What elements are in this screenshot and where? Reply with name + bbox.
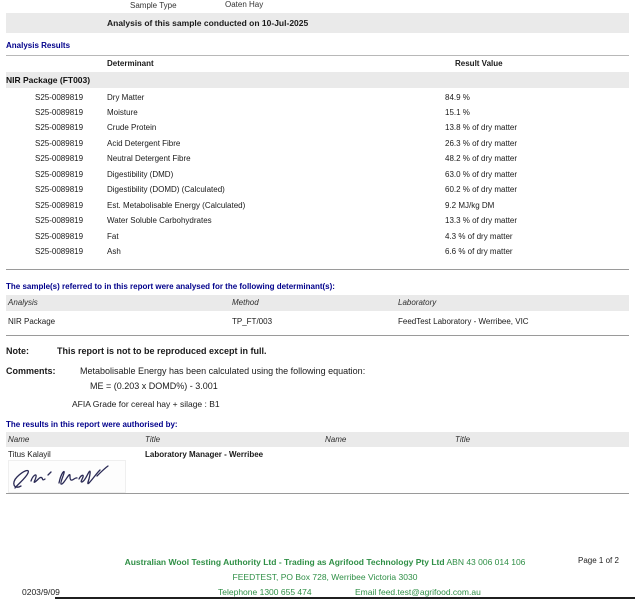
- column-header-title-1: Title: [145, 435, 161, 444]
- table-row: [0, 216, 635, 231]
- comments-line1: Metabolisable Energy has been calculated using the following equation:: [80, 366, 366, 376]
- determinant: Neutral Detergent Fibre: [107, 154, 191, 163]
- result-value: 48.2 % of dry matter: [445, 154, 518, 163]
- sample-id: S25-0089819: [35, 170, 84, 179]
- determinants-header-bar: [6, 295, 629, 311]
- footer-address: FEEDTEST, PO Box 728, Werribee Victoria 3030: [232, 572, 418, 582]
- result-value: 4.3 % of dry matter: [445, 232, 513, 241]
- sample-id: S25-0089819: [35, 93, 84, 102]
- determinant: Water Soluble Carbohydrates: [107, 216, 212, 225]
- doc-code: 0203/9/09: [22, 587, 60, 597]
- comments-label: Comments:: [6, 366, 56, 376]
- analysis-results-heading: Analysis Results: [6, 41, 71, 50]
- analysis-date-text: Analysis of this sample conducted on 10-Jul-2025: [107, 18, 309, 28]
- sample-id: S25-0089819: [35, 232, 84, 241]
- sample-id: S25-0089819: [35, 201, 84, 210]
- result-value: 13.3 % of dry matter: [445, 216, 518, 225]
- determinant: Dry Matter: [107, 93, 145, 102]
- footer-company-line: [60, 557, 590, 568]
- sample-type-value: Oaten Hay: [225, 0, 264, 9]
- determinant: Ash: [107, 247, 121, 256]
- divider: [6, 269, 629, 270]
- group-header-bar: [6, 72, 629, 88]
- table-row: [0, 170, 635, 185]
- table-row: [0, 93, 635, 108]
- column-header-name-2: Name: [325, 435, 347, 444]
- column-header-name-1: Name: [8, 435, 30, 444]
- table-row: [0, 154, 635, 169]
- sample-id: S25-0089819: [35, 216, 84, 225]
- page-indicator: Page 1 of 2: [578, 556, 619, 565]
- column-header-title-2: Title: [455, 435, 471, 444]
- sample-id: S25-0089819: [35, 108, 84, 117]
- sample-id: S25-0089819: [35, 123, 84, 132]
- laboratory-cell: FeedTest Laboratory - Werribee, VIC: [398, 317, 529, 326]
- column-header-determinant: Determinant: [107, 59, 154, 68]
- determinant: Fat: [107, 232, 119, 241]
- determinant: Digestibility (DOMD) (Calculated): [107, 185, 225, 194]
- comments-afia-grade: AFIA Grade for cereal hay + silage : B1: [72, 399, 220, 409]
- determinant: Est. Metabolisable Energy (Calculated): [107, 201, 246, 210]
- table-row: [0, 108, 635, 123]
- sample-id: S25-0089819: [35, 139, 84, 148]
- analysis-date-banner: [6, 13, 629, 33]
- signature-image: [8, 460, 126, 493]
- table-row: [0, 232, 635, 247]
- sample-id: S25-0089819: [35, 154, 84, 163]
- determinant: Digestibility (DMD): [107, 170, 174, 179]
- footer-company-name: Australian Wool Testing Authority Ltd - Trading as Agrifood Technology Pty Ltd: [124, 557, 445, 567]
- sample-type-label: Sample Type: [130, 1, 177, 10]
- note-label: Note:: [6, 346, 29, 356]
- determinants-heading: The sample(s) referred to in this report were analysed for the following determinant(s):: [6, 282, 335, 291]
- table-row: [0, 185, 635, 200]
- analysis-cell: NIR Package: [8, 317, 56, 326]
- authoriser-title: Laboratory Manager - Werribee: [145, 450, 264, 459]
- result-value: 13.8 % of dry matter: [445, 123, 518, 132]
- column-header-laboratory: Laboratory: [398, 298, 437, 307]
- divider: [6, 55, 629, 56]
- group-header-label: NIR Package (FT003): [6, 75, 91, 85]
- page-break-rule: [55, 597, 635, 599]
- method-cell: TP_FT/003: [232, 317, 273, 326]
- result-value: 6.6 % of dry matter: [445, 247, 513, 256]
- result-value: 26.3 % of dry matter: [445, 139, 518, 148]
- column-header-analysis: Analysis: [8, 298, 38, 307]
- sample-id: S25-0089819: [35, 247, 84, 256]
- footer-abn: ABN 43 006 014 106: [446, 557, 526, 567]
- result-value: 84.9 %: [445, 93, 470, 102]
- authoriser-name: Titus Kalayil: [8, 450, 51, 459]
- table-row: [0, 139, 635, 154]
- divider: [6, 493, 629, 494]
- result-value: 9.2 MJ/kg DM: [445, 201, 495, 210]
- table-row: [0, 123, 635, 138]
- column-header-result-value: Result Value: [455, 59, 503, 68]
- comments-equation: ME = (0.203 x DOMD%) - 3.001: [90, 381, 218, 391]
- footer-email: Email feed.test@agrifood.com.au: [355, 587, 481, 597]
- signature-glyph: [9, 461, 125, 492]
- note-text: This report is not to be reproduced except in full.: [57, 346, 267, 356]
- footer-telephone: Telephone 1300 655 474: [218, 587, 312, 597]
- result-value: 15.1 %: [445, 108, 470, 117]
- determinant: Moisture: [107, 108, 138, 117]
- authorised-header-bar: [6, 432, 629, 447]
- result-value: 60.2 % of dry matter: [445, 185, 518, 194]
- determinant: Crude Protein: [107, 123, 157, 132]
- authorised-heading: The results in this report were authorised by:: [6, 420, 178, 429]
- determinant: Acid Detergent Fibre: [107, 139, 181, 148]
- column-header-method: Method: [232, 298, 259, 307]
- divider: [6, 335, 629, 336]
- table-row: [0, 201, 635, 216]
- sample-id: S25-0089819: [35, 185, 84, 194]
- result-value: 63.0 % of dry matter: [445, 170, 518, 179]
- table-row: [0, 247, 635, 262]
